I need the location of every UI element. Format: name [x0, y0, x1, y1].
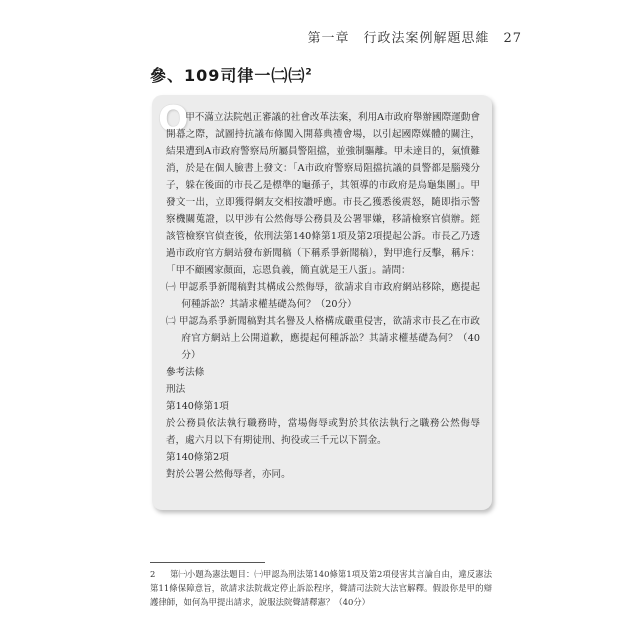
- section-title: [150, 63, 313, 86]
- footnote: [150, 567, 492, 609]
- question-q-icon: Q: [158, 99, 189, 140]
- section-title-text: 參、109司律一㈡㈢: [150, 66, 306, 85]
- running-header: [307, 27, 522, 46]
- reference-article-2-text: 對於公署公然侮辱者，亦同。: [166, 469, 291, 480]
- sub-question-2: ㈡ 甲認為系爭新聞稿對其名譽及人格構成嚴重侵害，欲請求市長乙在市政府官方網站上公開道歉，應提起何種訴訟？其請求權基礎為何？（40分）: [166, 316, 480, 361]
- footnote-number: 2: [150, 569, 156, 579]
- question-box: [152, 95, 492, 510]
- reference-article-2: 第140條第2項: [166, 452, 229, 463]
- reference-law: 刑法: [166, 384, 186, 395]
- chapter-title: 第一章 行政法案例解題思維: [307, 31, 490, 46]
- footnote-ref: 2: [305, 67, 313, 78]
- reference-article-1-text: 於公務員依法執行職務時，當場侮辱或對於其依法執行之職務公然侮辱者，處六月以下有期徒刑、拘役或三千元以下罰金。: [166, 418, 480, 446]
- question-body: [166, 109, 480, 483]
- footnote-text: 第㈠小題為憲法題目：㈠甲認為刑法第140條第1項及第2項侵害其言論自由，違反憲法第11條保障意旨，欲請求法院裁定停止訴訟程序，聲請司法院大法官解釋。假設你是甲的辯護律師，如何為甲提出請求，說服法院聲請釋憲？（40分）: [150, 569, 492, 607]
- page-number: 27: [503, 31, 522, 46]
- footnote-divider: [150, 562, 265, 563]
- reference-article-1: 第140條第1項: [166, 401, 229, 412]
- sub-question-1: ㈠ 甲認系爭新聞稿對其構成公然侮辱，欲請求自市政府網站移除，應提起何種訴訟？其請求權基礎為何？（20分）: [166, 282, 480, 310]
- question-paragraph: 甲不滿立法院剋正審議的社會改革法案，利用A市政府舉辦國際運動會開幕之際，試圖持抗議布條闖入開幕典禮會場，以引起國際媒體的關注，結果遭到A市政府警察局所屬員警阻擋，並強制驅離。甲未達目的，氣憤難消，於是在個人臉書上發文：「A市政府警察局阻擋抗議的員警都是腦殘分子，躲在後面的市長乙是標準的龜孫子，其領導的市政府是烏龜集團」。甲發文一出，立即獲得網友交相按讚呼應。市長乙獲悉後震怒，隨即指示警察機關蒐證，以甲涉有公然侮辱公務員及公署罪嫌，移請檢察官偵辦。經該管檢察官偵查後，依刑法第140條第1項及第2項提起公訴。市長乙乃透過市政府官方網站發布新聞稿（下稱系爭新聞稿），對甲進行反擊，稱斥：「甲不顧國家顏面，忘恩負義，簡直就是王八蛋」。請問：: [166, 112, 480, 276]
- reference-heading: 參考法條: [166, 367, 205, 378]
